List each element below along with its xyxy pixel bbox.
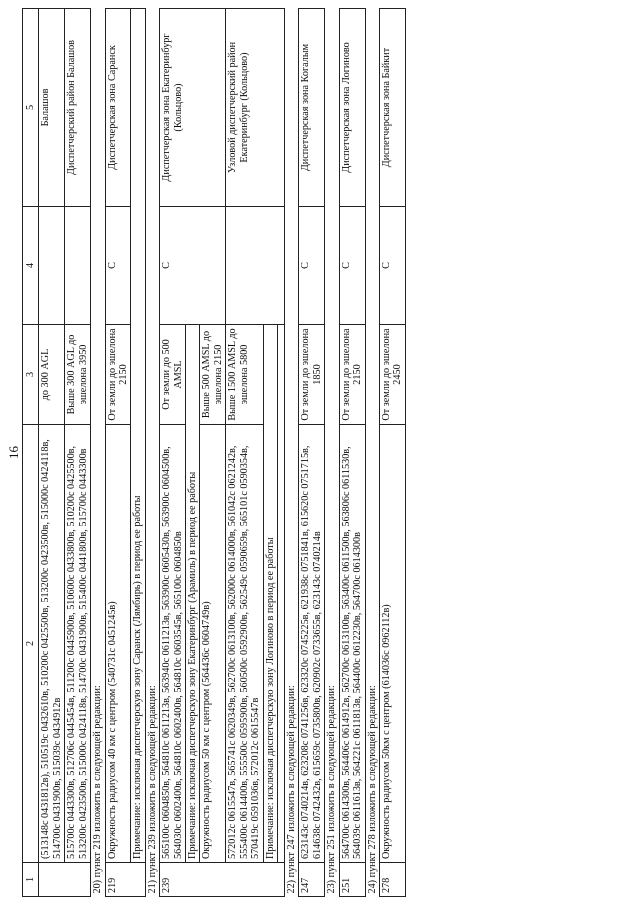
altitude-cell: От земли до эшелона 2150: [105, 325, 131, 425]
altitude-cell: От земли до эшелона 2450: [379, 325, 405, 425]
page-number: 16: [6, 446, 21, 459]
zone-cell: Узловой диспетчерский район Екатеринбург (Кольцово): [226, 9, 285, 207]
section-row: [325, 9, 339, 897]
section-row: [91, 9, 105, 897]
header-cell: 3: [23, 325, 39, 425]
zone-cell: Диспетчерская зона Байкит: [379, 9, 405, 207]
row-number: 251: [339, 863, 365, 897]
zone-cell: Диспетчерская зона Екатеринбург (Кольцово): [160, 9, 226, 207]
class-cell: С: [105, 207, 131, 325]
table-row: [339, 9, 365, 897]
zone-cell: Диспетчерский район Балашов: [65, 9, 91, 207]
class-cell: С: [339, 207, 365, 325]
altitude-cell: Выше 1500 AMSL до эшелона 5800: [226, 325, 263, 425]
section-title: 24) пункт 278 изложить в следующей редакции:: [365, 9, 379, 897]
section-title: 23) пункт 251 изложить в следующей редакции:: [325, 9, 339, 897]
row-number: 219: [105, 863, 145, 897]
coords-cell: 515700с 0443300в, 512706с 0445454в, 511200с 0445900в, 510600с 0433800в, 510200с 0425500в, 513200с 0423500в, 515000с 0424118в, 514700с 0431900в, 515400с 0441800в, 515700с 0443300в: [65, 425, 91, 863]
header-cell: 5: [23, 9, 39, 207]
class-cell: [65, 207, 91, 325]
zone-cell: Диспетчерская зона Когалым: [299, 9, 325, 207]
table-row: [160, 9, 186, 897]
section-title: 22) пункт 247 изложить в следующей редакции:: [285, 9, 299, 897]
table-row: [226, 9, 263, 897]
table-row: [379, 9, 405, 897]
coords-cell: 623143с 0740214в, 623208с 0741256в, 623320с 0745225в, 621938с 0751841в, 615620с 0751715в, 614638с 0742432в, 615659с 0735800в, 620902с 0733655в, 623143с 0740214в: [299, 425, 325, 863]
section-row: [285, 9, 299, 897]
class-cell: [39, 207, 65, 325]
section-title: 21) пункт 239 изложить в следующей редакции:: [145, 9, 159, 897]
header-cell: 1: [23, 863, 39, 897]
coords-cell: Окружность радиусом 40 км с центром (540731с 0451245в): [105, 425, 131, 863]
airspace-table: [22, 8, 406, 897]
row-number: 247: [299, 863, 325, 897]
class-cell: С: [379, 207, 405, 325]
coords-cell: 572012с 0615547в, 565741с 0620349в, 562700с 0613100в, 562000с 0614000в, 561042с 0621242в, 555400с 0614400в, 555500с 0595900в, 560500с 0592900в, 562549с 0590659в, 565101с 0590354в, 570419с 0591036в, 572012с 0615547в: [226, 425, 263, 863]
row-number: 239: [160, 863, 285, 897]
table-row: [105, 9, 131, 897]
note-cell: Примечание: исключая диспетчерскую зону Саранск (Лямбирь) в период ее работы: [131, 9, 145, 863]
zone-cell: Диспетчерская зона Саранск: [105, 9, 131, 207]
section-title: 20) пункт 219 изложить в следующей редакции:: [91, 9, 105, 897]
class-cell: С: [299, 207, 325, 325]
coords-cell: 565100с 0604850в, 564810с 0611213в, 563940с 0611213в, 563900с 0605430в, 563900с 0604500в, 564030с 0602400в, 564810с 0602400в, 564810с 0603545в, 565100с 0604850в: [160, 425, 186, 863]
altitude-cell: до 300 AGL: [39, 325, 65, 425]
table-row: [65, 9, 91, 897]
section-row: [365, 9, 379, 897]
altitude-cell: Выше 500 AMSL до эшелона 2150: [200, 325, 226, 425]
altitude-cell: От земли до эшелона 1850: [299, 325, 325, 425]
altitude-cell: От земли до эшелона 2150: [339, 325, 365, 425]
coords-cell: 564700с 0614300в, 564406с 0614912в, 562700с 0613100в, 563400с 0611500в, 563806с 0611530в, 564039с 0611613в, 564221с 0611813в, 564400с 0612230в, 564700с 0614300в: [339, 425, 365, 863]
header-row: [23, 9, 39, 897]
header-cell: 4: [23, 207, 39, 325]
coords-cell: Окружность радиусом 50км с центром (614036с 0962112в): [379, 425, 405, 863]
coords-cell: (513148с 0431812в), 510519с 0432610в, 510200с 0425500в, 513200с 0423500в, 515000с 0424118в, 514700с 0431900в, 515039с 0434912в: [39, 425, 65, 863]
header-cell: 2: [23, 425, 39, 863]
row-number: 278: [379, 863, 405, 897]
coords-cell: Окружность радиусом 50 км с центром (564436с 0604749в): [200, 425, 226, 863]
note-cell: Примечание: исключая диспетчерскую зону Логиново в период ее работы: [263, 325, 277, 863]
zone-cell: Диспетчерская зона Логиново: [339, 9, 365, 207]
note-cell: Примечание: исключая диспетчерскую зону Екатеринбург (Арамиль) в период ее работы: [186, 325, 200, 863]
zone-cell: Балашов: [39, 9, 65, 207]
altitude-cell: От земли до 500 AMSL: [160, 325, 186, 425]
section-row: [145, 9, 159, 897]
table-row: [39, 9, 65, 897]
table-row: [299, 9, 325, 897]
altitude-cell: Выше 300 AGL до эшелона 3950: [65, 325, 91, 425]
class-cell: С: [160, 207, 226, 325]
note-row: [131, 9, 145, 897]
